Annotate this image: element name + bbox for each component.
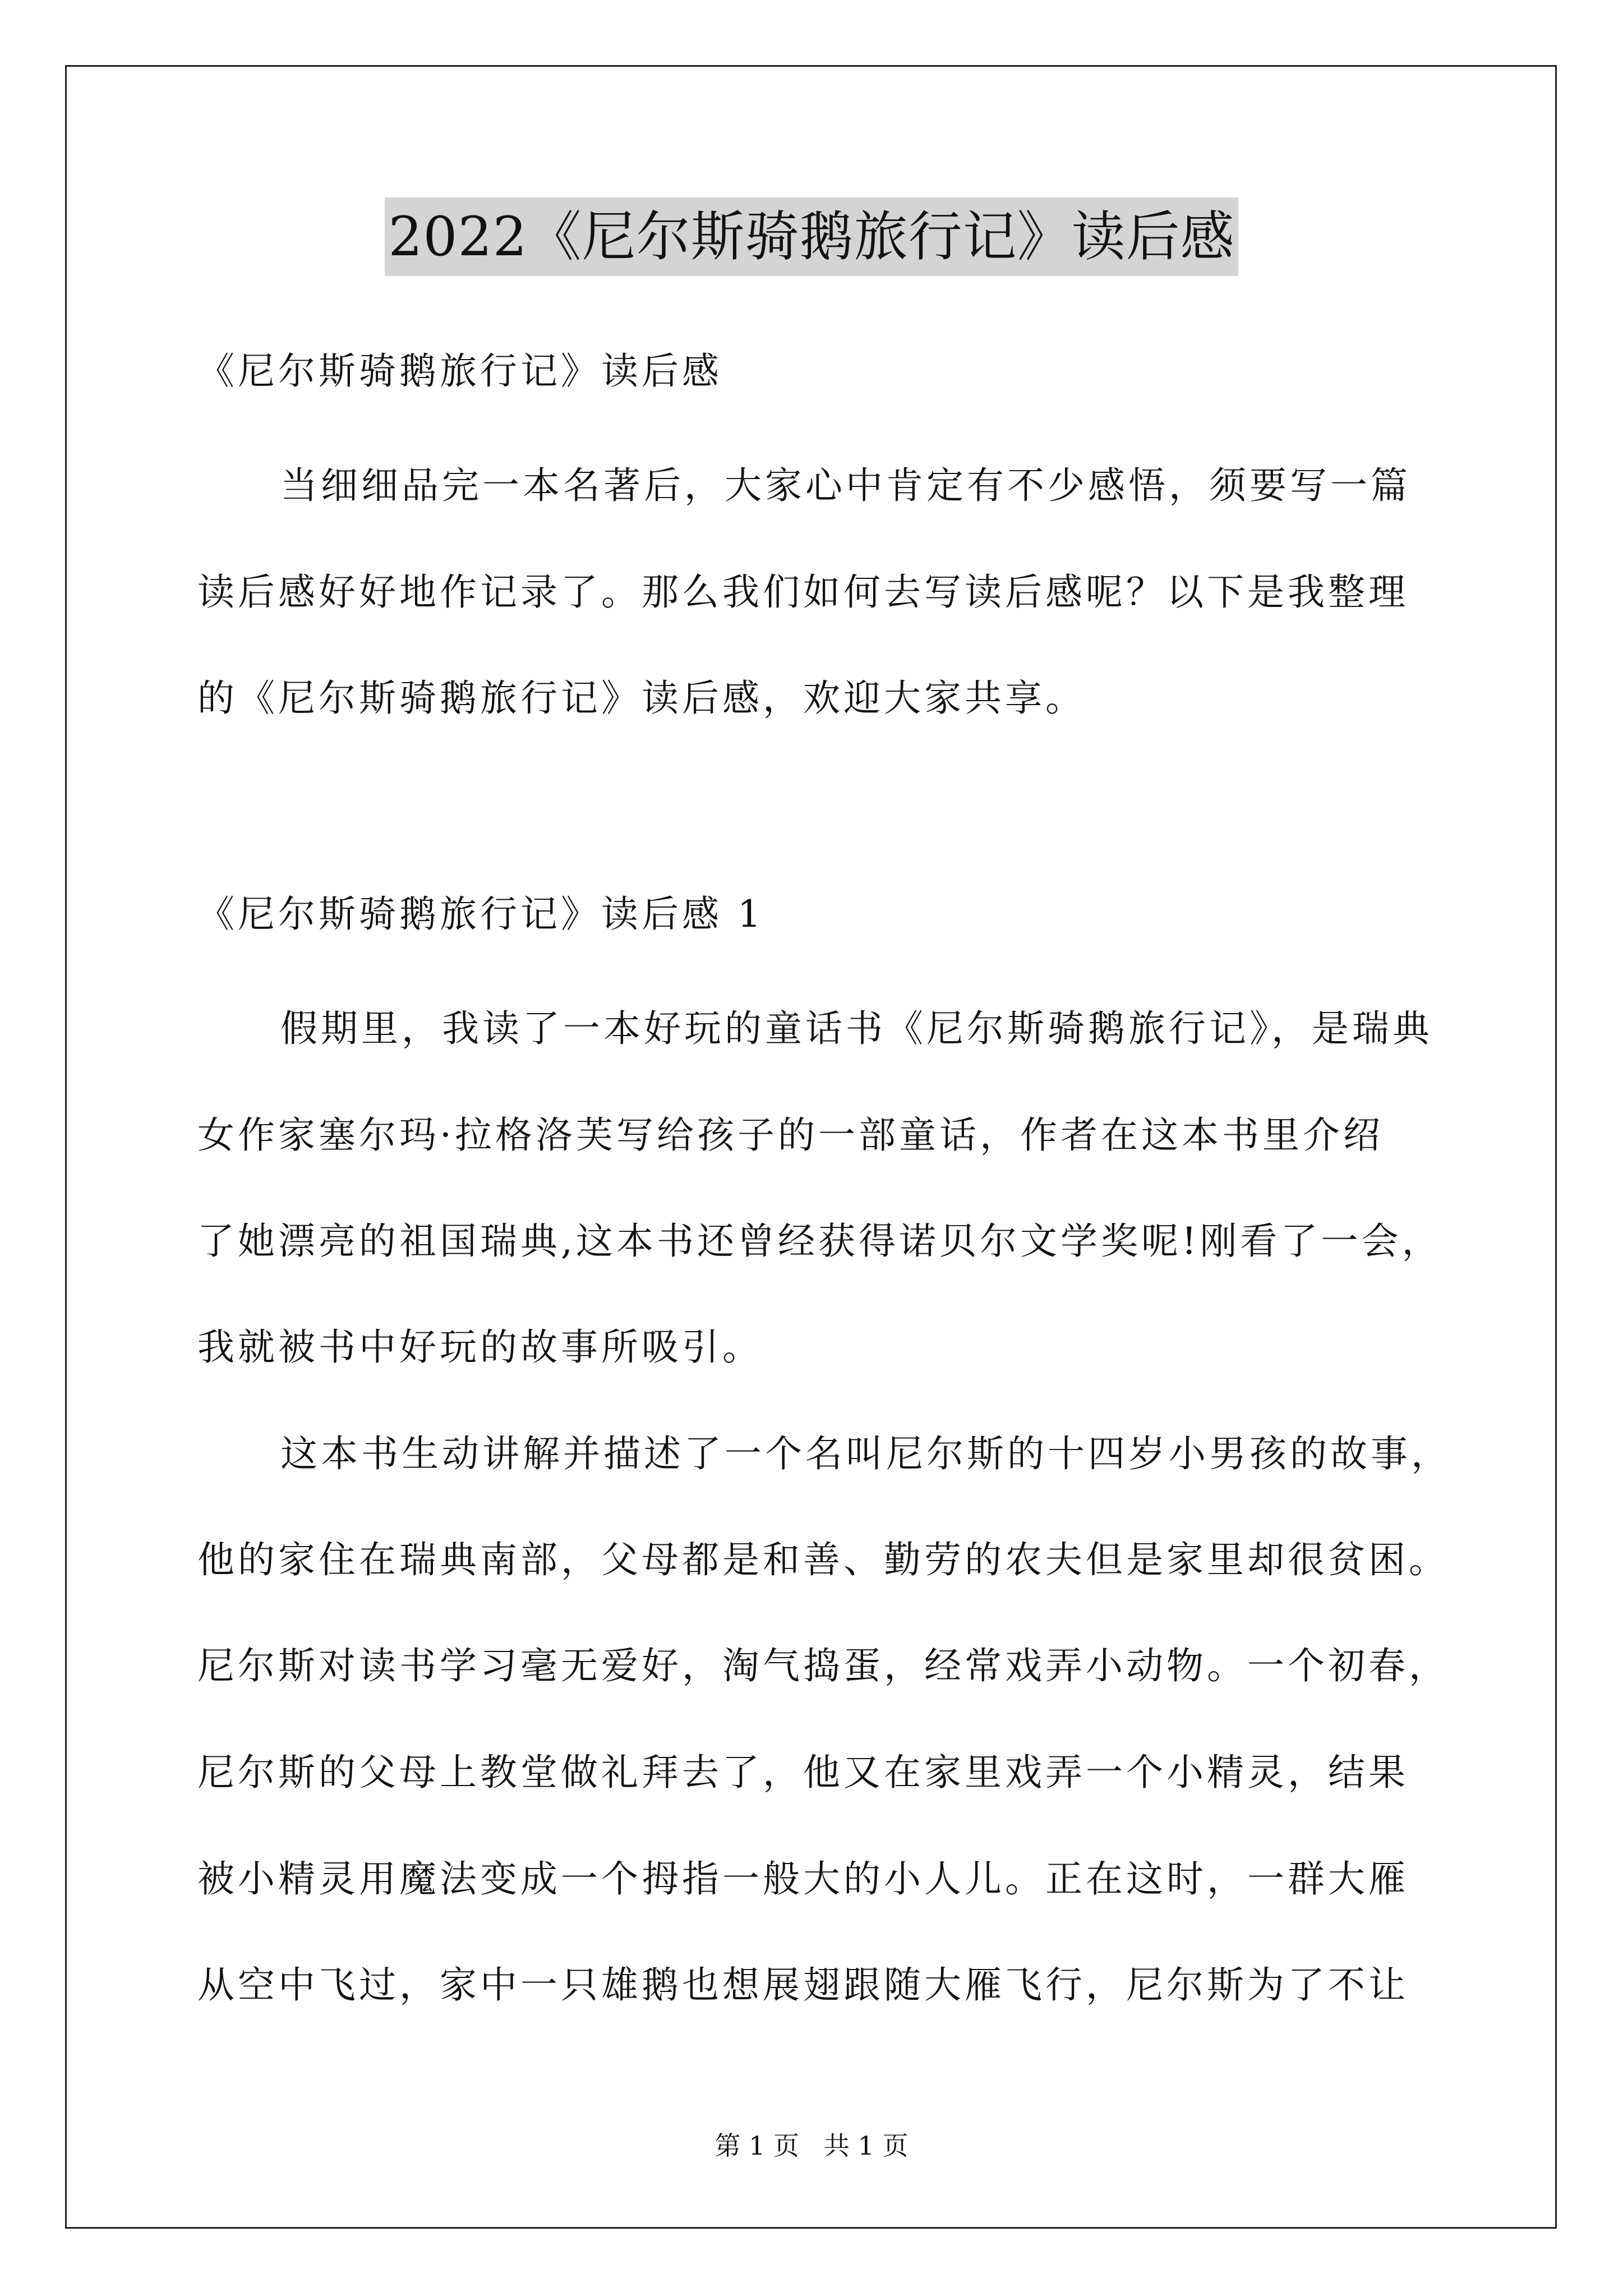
paragraph-line: 了她漂亮的祖国瑞典,这本书还曾经获得诺贝尔文学奖呢!刚看了一会， xyxy=(197,1220,1442,1263)
intro-line: 当细细品完一本名著后，大家心中肯定有不少感悟，须要写一篇 xyxy=(280,464,1411,507)
paragraph-line: 从空中飞过，家中一只雄鹅也想展翅跟随大雁飞行，尼尔斯为了不让 xyxy=(197,1963,1409,2007)
paragraph-line: 女作家塞尔玛·拉格洛芙写给孩子的一部童话，作者在这本书里介绍 xyxy=(197,1114,1384,1157)
page-total: 共 1 页 xyxy=(824,2131,909,2161)
paragraph-line: 我就被书中好玩的故事所吸引。 xyxy=(197,1326,763,1369)
intro-line: 读后感好好地作记录了。那么我们如何去写读后感呢？以下是我整理 xyxy=(197,570,1409,614)
paragraph-line: 尼尔斯对读书学习毫无爱好，淘气捣蛋，经常戏弄小动物。一个初春， xyxy=(197,1644,1449,1687)
title-container xyxy=(0,197,1623,276)
document-title: 2022《尼尔斯骑鹅旅行记》读后感 xyxy=(385,197,1238,276)
paragraph-line: 尼尔斯的父母上教堂做礼拜去了，他又在家里戏弄一个小精灵，结果 xyxy=(197,1751,1409,1794)
section-heading: 《尼尔斯骑鹅旅行记》读后感 xyxy=(197,349,722,393)
paragraph-line: 被小精灵用魔法变成一个拇指一般大的小人儿。正在这时，一群大雁 xyxy=(197,1857,1409,1901)
paragraph-line: 假期里，我读了一本好玩的童话书《尼尔斯骑鹅旅行记》，是瑞典 xyxy=(280,1007,1433,1050)
paragraph-line: 这本书生动讲解并描述了一个名叫尼尔斯的十四岁小男孩的故事， xyxy=(280,1432,1451,1475)
section-heading: 《尼尔斯骑鹅旅行记》读后感 1 xyxy=(197,892,764,936)
paragraph-line: 他的家住在瑞典南部，父母都是和善、勤劳的农夫但是家里却很贫困。 xyxy=(197,1538,1449,1581)
page-number: 第 1 页 xyxy=(714,2131,799,2161)
intro-line: 的《尼尔斯骑鹅旅行记》读后感，欢迎大家共享。 xyxy=(197,677,1086,720)
page-footer xyxy=(0,2129,1623,2162)
